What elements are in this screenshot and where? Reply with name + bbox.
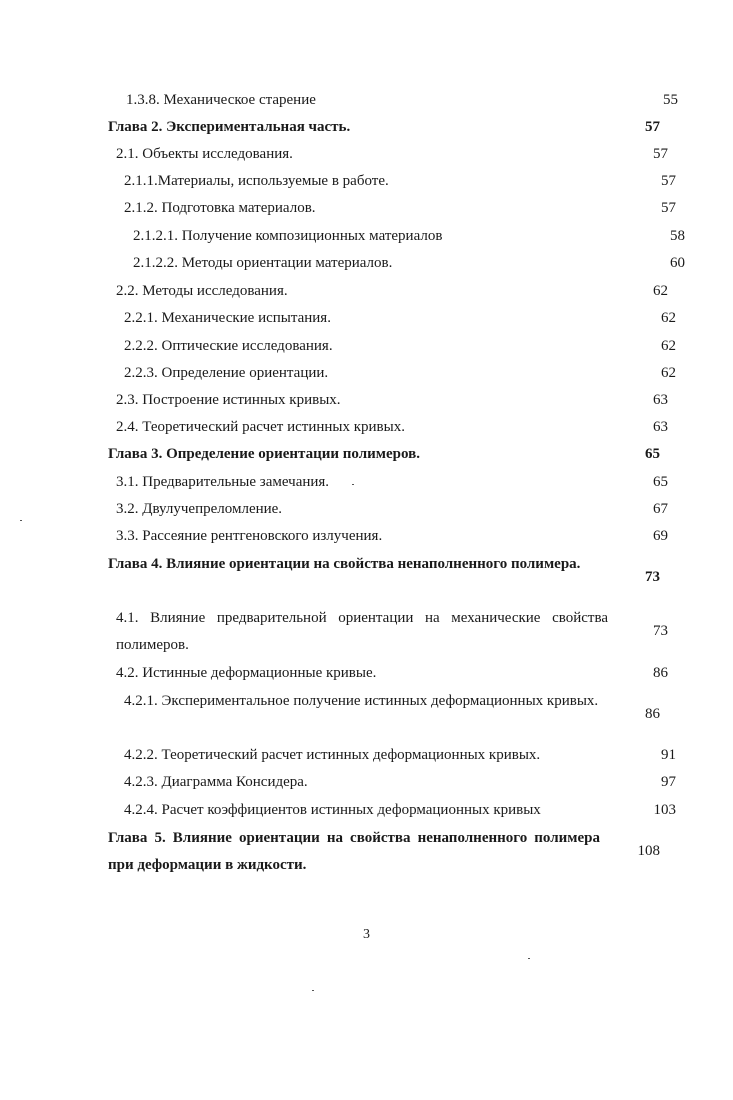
toc-entry-title: 3.2. Двулучепреломление.	[116, 501, 283, 517]
toc-entry-page: 57	[661, 173, 676, 189]
toc-entry-page: 57	[661, 200, 676, 216]
toc-entry-page: 62	[661, 310, 676, 326]
toc-entry-title: Глава 2. Экспериментальная часть.	[108, 119, 351, 135]
toc-entry-chapter-5	[108, 825, 664, 879]
toc-entry-chapter-2	[108, 114, 664, 141]
toc-entry-3-3	[108, 523, 672, 550]
toc-entry-page: 73	[653, 623, 668, 639]
toc-entry-page: 97	[661, 774, 676, 790]
toc-entry-2-3	[108, 387, 672, 414]
toc-entry-title: 2.2.2. Оптические исследования.	[124, 338, 333, 354]
toc-entry-3-2	[108, 496, 672, 523]
toc-entry-title: Глава 3. Определение ориентации полимеров.	[108, 446, 420, 462]
toc-entry-4-2-2	[108, 742, 680, 769]
page-number: 3	[363, 927, 370, 942]
toc-entry-page: 86	[653, 665, 668, 681]
toc-entry-title: 2.1. Объекты исследования.	[116, 146, 293, 162]
toc-entry-page: 63	[653, 392, 668, 408]
toc-entry-page: 55	[663, 92, 678, 108]
toc-entry-2-1-2	[108, 195, 680, 222]
toc-entry-page: 60	[670, 255, 685, 271]
toc-entry-title: 2.4. Теоретический расчет истинных кривых.	[116, 419, 405, 435]
toc-entry-title: 2.1.2.1. Получение композиционных материалов	[133, 228, 443, 244]
toc-entry-title: 4.2.2. Теоретический расчет истинных деформационных кривых.	[124, 747, 541, 763]
toc-entry-2-2	[108, 278, 672, 305]
toc-entry-title: 4.2.4. Расчет коэффициентов истинных деформационных кривых	[124, 802, 541, 818]
toc-entry-title: 2.1.2.2. Методы ориентации материалов.	[133, 255, 393, 271]
toc-entry-chapter-4	[108, 551, 664, 585]
toc-entry-4-1	[108, 605, 672, 659]
toc-entry-4-2-4	[108, 797, 680, 824]
toc-entry-page: 67	[653, 501, 668, 517]
toc-entry-page: 63	[653, 419, 668, 435]
toc-entry-page: 108	[637, 843, 660, 859]
toc-entry-4-2-3	[108, 769, 680, 796]
toc-entry-title: 4.1. Влияние предварительной ориентации на механические свойства полимеров.	[116, 610, 608, 653]
toc-entry-title: 4.2.3. Диаграмма Консидера.	[124, 774, 308, 790]
toc-entry-title: Глава 5. Влияние ориентации на свойства ненаполненного полимера при деформации в жидкости.	[108, 830, 600, 873]
scan-speck	[352, 484, 354, 485]
toc-entry-page: 86	[645, 706, 660, 722]
toc-entry-page: 58	[670, 228, 685, 244]
toc-entry-2-2-3	[108, 360, 680, 387]
toc-entry-2-1-2-1	[108, 223, 689, 250]
toc-entry-2-1-1	[108, 168, 680, 195]
toc-entry-4-2-1	[108, 688, 664, 722]
toc-entry-3-1	[108, 469, 672, 496]
toc-entry-title: 4.2.1. Экспериментальное получение истинных деформационных кривых.	[124, 693, 599, 709]
toc-entry-2-2-1	[108, 305, 680, 332]
toc-entry-title: 2.2.1. Механические испытания.	[124, 310, 331, 326]
toc-entry-page: 57	[645, 119, 660, 135]
scan-speck	[312, 990, 314, 991]
toc-entry-1-3-8	[108, 87, 682, 114]
toc-entry-title: 1.3.8. Механическое старение	[126, 92, 316, 108]
toc-entry-title: 2.1.2. Подготовка материалов.	[124, 200, 316, 216]
toc-entry-page: 57	[653, 146, 668, 162]
toc-entry-title: 4.2. Истинные деформационные кривые.	[116, 665, 377, 681]
scan-speck	[528, 958, 530, 959]
toc-entry-title: 2.2. Методы исследования.	[116, 283, 288, 299]
toc-entry-page: 62	[661, 338, 676, 354]
toc-entry-title: 2.1.1.Материалы, используемые в работе.	[124, 173, 389, 189]
toc-entry-page: 73	[645, 569, 660, 585]
scan-speck	[20, 520, 22, 521]
toc-entry-page: 69	[653, 528, 668, 544]
toc-entry-page: 62	[661, 365, 676, 381]
toc-entry-title: 2.3. Построение истинных кривых.	[116, 392, 341, 408]
toc-entry-chapter-3	[108, 441, 664, 468]
toc-entry-page: 62	[653, 283, 668, 299]
toc-entry-page: 103	[653, 802, 676, 818]
toc-entry-page: 91	[661, 747, 676, 763]
toc-entry-2-4	[108, 414, 672, 441]
toc-entry-2-1	[108, 141, 672, 168]
toc-entry-title: Глава 4. Влияние ориентации на свойства ненаполненного полимера.	[108, 556, 581, 572]
toc-entry-title: 2.2.3. Определение ориентации.	[124, 365, 329, 381]
toc-entry-title: 3.1. Предварительные замечания.	[116, 474, 330, 490]
toc-entry-page: 65	[653, 474, 668, 490]
toc-entry-2-2-2	[108, 333, 680, 360]
toc-entry-2-1-2-2	[108, 250, 689, 277]
toc-entry-title: 3.3. Рассеяние рентгеновского излучения.	[116, 528, 383, 544]
toc-entry-4-2	[108, 660, 672, 687]
toc-entry-page: 65	[645, 446, 660, 462]
